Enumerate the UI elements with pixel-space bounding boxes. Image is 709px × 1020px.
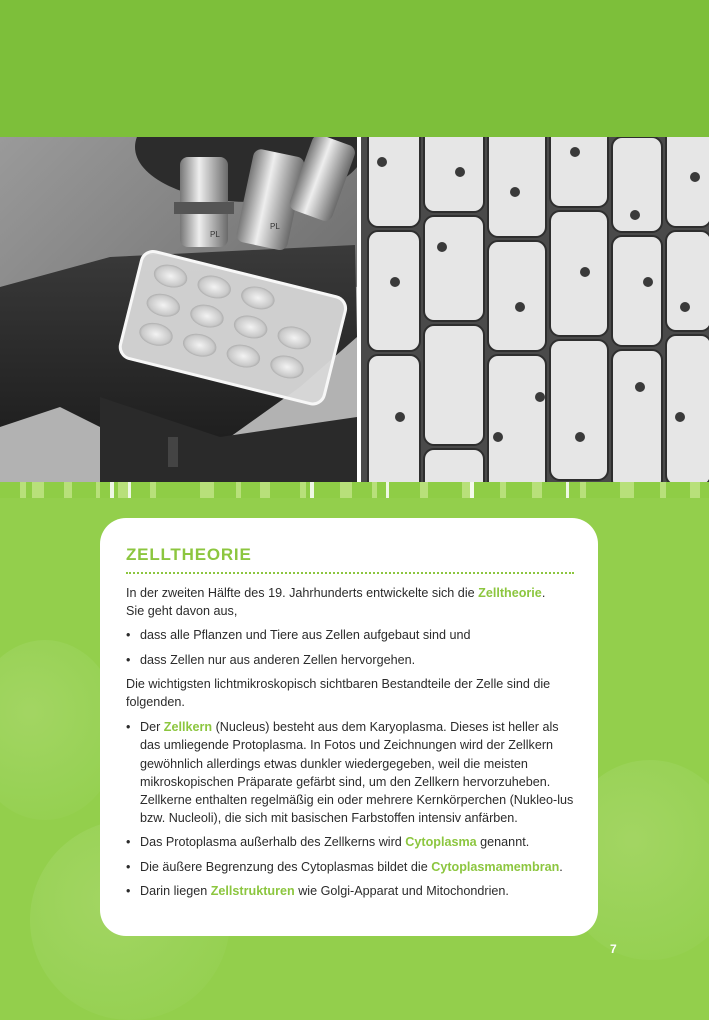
plant-cell-drawing [361,137,709,482]
list-item: • Das Protoplasma außerhalb des Zellkerns wird Cytoplasma genannt. [126,833,578,851]
middle-paragraph: Die wichtigsten lichtmikroskopisch sichtbaren Bestandteile der Zelle sind die folgenden. [126,676,551,710]
list-item: • Der Zellkern (Nucleus) besteht aus dem Karyoplasma. Dieses ist heller als das umliegende Protoplasma. In Fotos und Zeichnungen wird der Zellkern gewöhnlich allerdings etwas dunkler wiedergegeben, weil die meisten mikroskopischen Präparate gefärbt sind, um den Zellkern hervorzuheben. Zellkerne enthalten regelmäßig ein oder mehrere Kernkörperchen (Nukleo-lus bzw. Nucleoli), die sich mit basischen Farbstoffen intensiv anfärben. [126,718,578,827]
header-photo-strip [0,137,709,482]
term-zellstrukturen: Zellstrukturen [210,883,295,898]
page-number: 7 [610,942,617,956]
section-title: ZELLTHEORIE [126,545,252,564]
term-zellkern: Zellkern [163,720,213,735]
term-zelltheorie: Zelltheorie [478,586,542,600]
list-item: • dass Zellen nur aus anderen Zellen hervorgehen. [126,651,578,669]
decorative-stripes [0,482,709,498]
term-cytoplasmamembran: Cytoplasmamembran [431,859,560,874]
top-color-band [0,0,709,137]
content-card [100,518,598,936]
svg-text:PL: PL [210,230,220,239]
intro-paragraph: In der zweiten Hälfte des 19. Jahrhunderts entwickelte sich die Zelltheorie. Sie geht davon aus, [126,586,546,619]
microscope-photo [0,137,365,482]
list-item: • Darin liegen Zellstrukturen wie Golgi-Apparat und Mitochondrien. [126,882,578,900]
title-divider [126,572,574,574]
section-body [126,584,578,900]
components-list [126,718,578,900]
term-cytoplasma: Cytoplasma [405,835,477,850]
assumptions-list [126,626,578,668]
list-item: • Die äußere Begrenzung des Cytoplasmas bildet die Cytoplasmamembran. [126,858,578,876]
list-item: • dass alle Pflanzen und Tiere aus Zellen aufgebaut sind und [126,626,578,644]
svg-text:PL: PL [270,222,280,231]
